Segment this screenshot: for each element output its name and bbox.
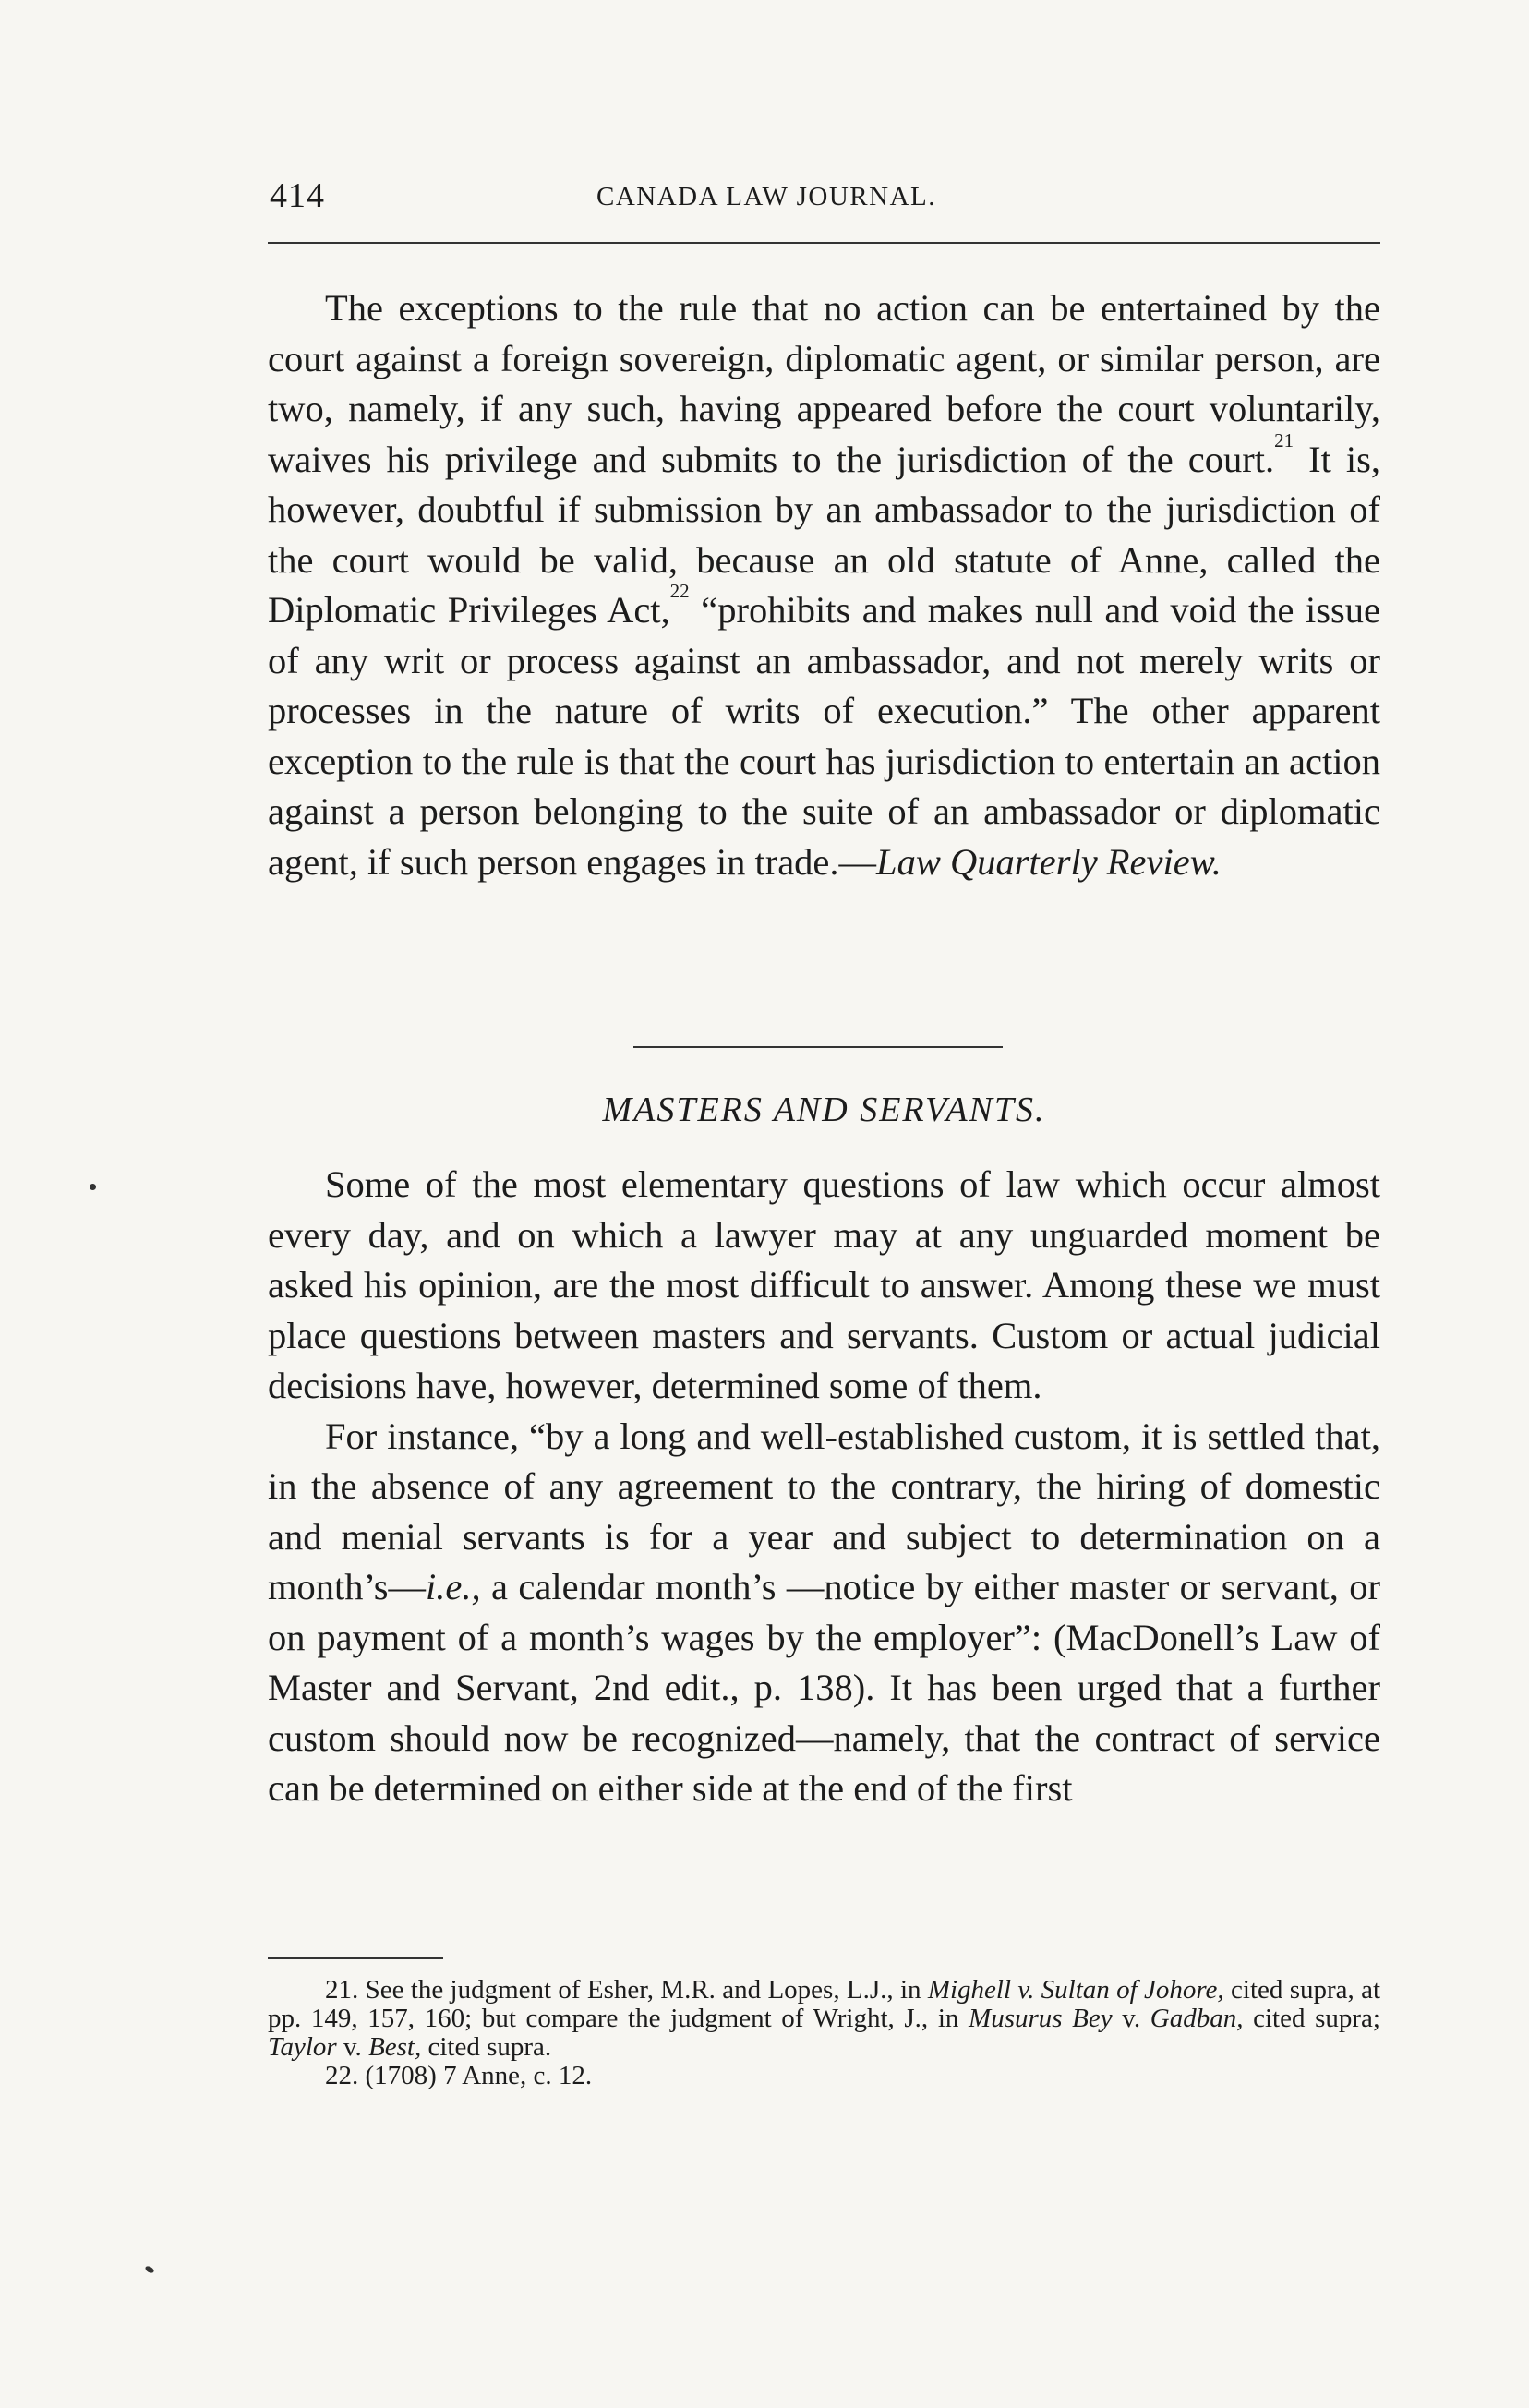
paragraph-exceptions <box>268 283 1380 887</box>
footnote-21 <box>268 1976 1380 2062</box>
paragraph-text: “prohibits and makes null and void the issue of any writ or process against an ambassador, and not merely writs or processes in the nature of writs of execution.” The other apparent exception to the rule is that the court has jurisdiction to entertain an action against a person belonging to the suite of an ambassador or diplomatic agent, if such person engages in trade.— <box>268 589 1380 883</box>
source-citation: Law Quarterly Review. <box>876 840 1222 883</box>
running-head: CANADA LAW JOURNAL. <box>596 182 936 211</box>
case-name: Mighell v. Sultan of Johore, <box>927 1975 1224 2005</box>
case-name: Taylor <box>268 2032 337 2062</box>
footnote-text: v. <box>336 2032 369 2062</box>
case-name: Best, <box>368 2032 422 2062</box>
paragraph-text: The exceptions to the rule that no action can be entertained by the court against a foreign sovereign, diplomatic agent, or similar person, are two, namely, if any such, having appeared before the court voluntarily, waives his privilege and submits to the jurisdiction of the court. <box>268 287 1380 480</box>
footnote-22: 22. (1708) 7 Anne, c. 12. <box>325 2061 593 2090</box>
footnote-text: cited supra; <box>1243 2004 1380 2033</box>
italic-ie: i.e., <box>426 1566 481 1607</box>
header-rule <box>268 242 1380 244</box>
paragraph-elementary-questions: Some of the most elementary questions of law which occur almost every day, and on which a lawyer may at any unguarded moment be asked his opinion, are the most difficult to answer. Among these we must place questions between masters and servants. Custom or actual judicial decisions have, however, determined some of them. <box>268 1163 1380 1406</box>
section-divider <box>633 1046 1003 1048</box>
paragraph-text: For instance, “by a long and well-established custom, it is settled that, in the absence of any agreement to the contrary, the hiring of domestic and menial servants is for a year and subject to determination on a month’s— <box>268 1415 1380 1607</box>
page-number: 414 <box>270 176 325 215</box>
case-name: Musurus Bey <box>969 2004 1113 2033</box>
paragraph-text: It is, however, doubtful if submission by an ambassador to the jurisdiction of the court would be valid, because an old statute of Anne, called the Diplomatic Privileges Act, <box>268 438 1380 631</box>
paragraph-custom <box>268 1412 1380 1814</box>
footnotes <box>268 1976 1380 2090</box>
scan-speck <box>144 2265 155 2274</box>
footnote-text: v. <box>1112 2004 1150 2033</box>
footnote-ref-21: 21 <box>1274 428 1294 452</box>
masters-servants-article <box>268 1160 1380 1814</box>
footnote-text: 21. See the judgment of Esher, M.R. and Lopes, L.J., in <box>325 1975 928 2005</box>
scan-speck <box>90 1184 96 1190</box>
footnote-text: cited supra. <box>421 2032 552 2062</box>
section-title: MASTERS AND SERVANTS. <box>602 1090 1046 1129</box>
footnote-text: cited supra, at pp. 149, 157, 160; but compare the judgment of Wright, J., in <box>268 1975 1381 2033</box>
paragraph-text: a calendar month’s —notice by either master or servant, or on payment of a month’s wages by the employer”: (MacDonell’s Law of Master and Servant, 2nd edit., p. 138). It has been urged that a further custom should now be recognized—namely, that the contract of service can be determined on either side at the end of the first <box>268 1566 1380 1809</box>
footnote-rule <box>268 1957 443 1959</box>
article-continuation <box>268 283 1380 887</box>
case-name: Gadban, <box>1150 2004 1244 2033</box>
footnote-ref-22: 22 <box>669 580 690 602</box>
